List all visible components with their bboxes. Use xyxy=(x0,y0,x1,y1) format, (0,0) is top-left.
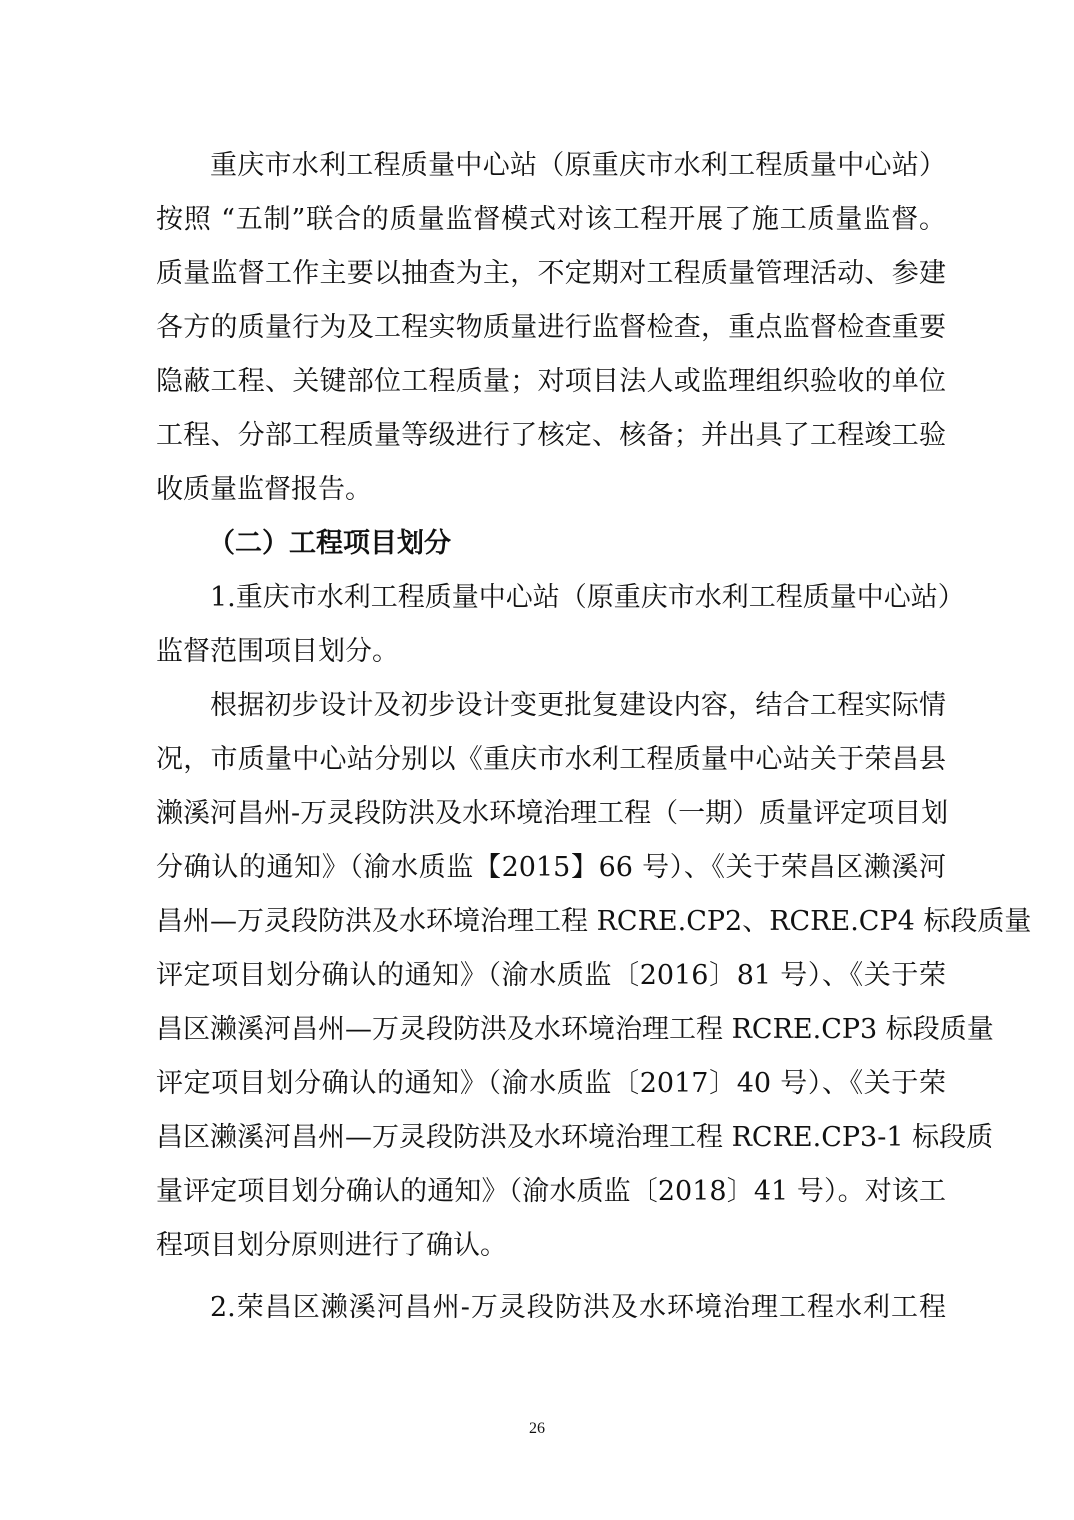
paragraph-3-line-7: 昌区濑溪河昌州—万灵段防洪及水环境治理工程 RCRE.CP3 标段质量 xyxy=(156,1014,994,1045)
paragraph-1-line-6: 工程、分部工程质量等级进行了核定、核备；并出具了工程竣工验 xyxy=(156,420,946,451)
paragraph-3-line-6: 评定项目划分确认的通知》（渝水质监〔2016〕81 号）、《关于荣 xyxy=(156,960,946,991)
paragraph-1-line-1: 重庆市水利工程质量中心站（原重庆市水利工程质量中心站） xyxy=(210,150,946,181)
paragraph-1-line-7: 收质量监督报告。 xyxy=(156,474,372,505)
paragraph-1-line-4: 各方的质量行为及工程实物质量进行监督检查，重点监督检查重要 xyxy=(156,312,946,343)
paragraph-3-line-8: 评定项目划分确认的通知》（渝水质监〔2017〕40 号）、《关于荣 xyxy=(156,1068,946,1099)
paragraph-2-line-1: 1.重庆市水利工程质量中心站（原重庆市水利工程质量中心站） xyxy=(210,582,965,613)
page-number: 26 xyxy=(529,1420,545,1437)
paragraph-3-line-11: 程项目划分原则进行了确认。 xyxy=(156,1230,507,1261)
paragraph-1-line-2: 按照 “五制”联合的质量监督模式对该工程开展了施工质量监督。 xyxy=(156,204,946,235)
paragraph-3-line-5: 昌州—万灵段防洪及水环境治理工程 RCRE.CP2、RCRE.CP4 标段质量 xyxy=(156,906,1032,937)
paragraph-2-line-2: 监督范围项目划分。 xyxy=(156,636,399,667)
section-heading: （二）工程项目划分 xyxy=(208,528,451,559)
paragraph-3-line-2: 况，市质量中心站分别以《重庆市水利工程质量中心站关于荣昌县 xyxy=(156,744,946,775)
paragraph-3-line-9: 昌区濑溪河昌州—万灵段防洪及水环境治理工程 RCRE.CP3-1 标段质 xyxy=(156,1122,994,1153)
paragraph-1-line-5: 隐蔽工程、关键部位工程质量；对项目法人或监理组织验收的单位 xyxy=(156,366,946,397)
paragraph-1-line-3: 质量监督工作主要以抽查为主，不定期对工程质量管理活动、参建 xyxy=(156,258,946,289)
paragraph-3-line-1: 根据初步设计及初步设计变更批复建设内容，结合工程实际情 xyxy=(210,690,946,721)
paragraph-4-line-1: 2.荣昌区濑溪河昌州-万灵段防洪及水环境治理工程水利工程 xyxy=(210,1292,946,1323)
paragraph-3-line-3: 濑溪河昌州-万灵段防洪及水环境治理工程（一期）质量评定项目划 xyxy=(156,798,949,829)
paragraph-3-line-10: 量评定项目划分确认的通知》（渝水质监〔2018〕41 号）。对该工 xyxy=(156,1176,946,1207)
paragraph-3-line-4: 分确认的通知》（渝水质监【2015】66 号）、《关于荣昌区濑溪河 xyxy=(156,852,946,883)
